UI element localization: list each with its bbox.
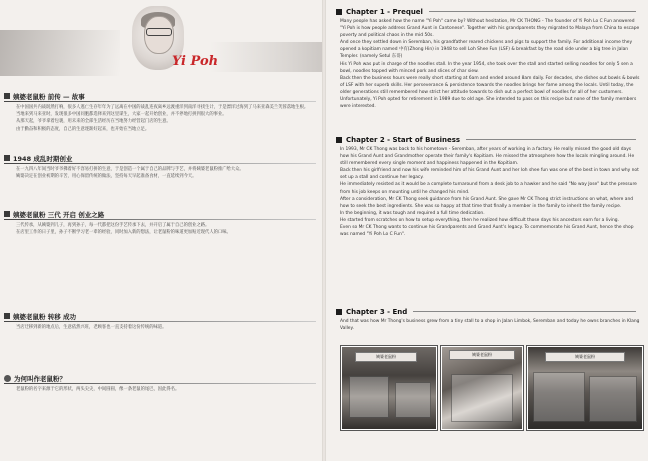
chapter-body: In 1993, Mr CK Thong was back to his hometown - Seremban, after years of working in a factory. He really missed the good old days how his Grand Aunt and Grandmother operate their family's Kopitiam. He missed the atmosphere how the locals mingling around. He still remembered every single moment and happiness happened in the Kopitiam. Back then his girlfriend and now his wife reminded him of his Grand Aunt and her loh shee fun was one of the best in town and why not set up a stall and continue her legacy. He immediately resisted as it would be a complete turnaround from a desk job to a hawker and he said "No way Jose" but the pressure from his job keeps on mounting until he changed his mind. After a consideration, Mr CK Thong seek guidance from his Grand Aunt. She gave Mr CK Thong strict instructions on what, where and how to seek the best ingredients. She was so happy at that time that finally a member in the family to inherit the family recipe. In the beginning, it was tough and required a full time dedication. He started from scratches on how to setup everything, then he realized how difficult those days his ancestors earn for a living. Even so Mr CK Thong wants to continue his Grandparents and Grand Aunt's legacy. To commemorate his Grand Aunt, hence the shop was named "Yi Poh Lo C Fun". xyxy=(340,147,639,238)
section-body: 在一九四八年间当时爷爷佛着好不容易打拼的生意，于是创造一个属于自己的品牌与手艺，并将姨婆老鼠粉推广给大众。 姨婆决定在创业初期的辛苦，用心保留传统的做法，坚持每天早起准备食材，一直延续到今天。 xyxy=(16,167,244,180)
shop-sign: 姨婆老鼠粉 xyxy=(355,352,417,362)
brush-stroke-decoration xyxy=(210,42,322,72)
chapter-title: Chapter 3 - End xyxy=(336,306,636,317)
section-title: 姨婆老鼠粉 三代 开启 创业之路 xyxy=(4,208,316,220)
chapter-title: Chapter 1 - Prequel xyxy=(336,6,636,17)
brush-stroke-decoration xyxy=(0,30,120,76)
chapter-body: Many people has asked how the name "Yi Poh" came by? Without hesitation, Mr CK THONG - The founder of Yi Poh Lo C Fun answered "Yi Poh is how people address Grand Aunt in Cantonese". Together with his grandparents they migrated to Malaya from China to escape poverty and political chaos in the mid 50s. And once they settled down in Seremban, his grandfather reared chickens and pigs to support the family. For additional income they opened a kopitiam named 中有(Zhong Hin) in 1948 to sell Loh Shee Fun (LSF) & breakfast by the road side under a big tree in Jalan Templer. (namely Setul 东哥) His Yi Poh was put in charge of the noodles stall. In the year 1954, she took over the stall and started selling noodles for only 5 sen a bowl, noodles topped with minced pork and slices of char siew. Back then the business hours were really short starting at 6am and ended around 8am daily. For decades, she dishes out bowls & bowls of LSF with her superb skills. Her perseverance & persistence towards the noodles brings her fame among the locals. Until today, the older generations still remembered how strict her attitude towards to dish out a perfect bowl of noodles for all of her customers. Unfortunately, Yi Poh opted for retirement in 1989 due to old age. She intended to pass on this recipe but none of the family members were interested. xyxy=(340,19,640,110)
chapter-body: And that was how Mr Thong's business grew from a tiny stall to a shop in Jalan Limbok, Seremban and today he owns branches in Klang Valley. xyxy=(340,319,640,332)
chapter-title: Chapter 2 - Start of Business xyxy=(336,134,636,145)
question-icon xyxy=(4,375,11,382)
historical-photo xyxy=(526,345,644,431)
section-body: 三代传承，从姨婆到儿子，再到孙子，每一代都把这份手艺传承下去，并开启了属于自己的创业之路。 在店里工作的日子里，孙子不断学习老一辈的经验，同时加入新的想法，让老鼠粉的味道更加贴近现代人的口味。 xyxy=(16,223,231,236)
section-body: 老鼠粉的名字来源于它的形状，两头尖尖，中间圆圆，像一条老鼠的尾巴，因此得名。 xyxy=(16,387,180,392)
right-page xyxy=(326,0,648,461)
section-body: 在中国国共内战既然打响，很多人逃亡生存年年为了远离在中国的战乱连夜离乡远渡重洋到南洋寻找生计，于是漂洋过海到了马来亚森美兰芙蓉落地生根。 当地来到马来亚时，发现很多中国同胞都选择来到这里谋生，大家一起开始创业，并不停地打拼到很大的事业。 从那天起，爷爷拿着包裹，用未来的全部生活经历在当地努力经营起门店的生意。 由于勤奋和积极的态度，自己的生意逐渐好起来，也开始在当地立足。 xyxy=(16,105,309,132)
shop-sign: 姨婆老鼠粉 xyxy=(545,352,625,362)
section-title: 为何叫作老鼠粉？ xyxy=(4,372,316,384)
section-body: 当店迁移到新的地点后，生意依然兴旺，老顾客也一直支持着这份传统的味道。 xyxy=(16,325,167,330)
brand-logo: Yi Poh xyxy=(172,54,219,69)
section-title: 1948 成乱时期创业 xyxy=(4,152,316,164)
section-title: 姨婆老鼠粉 转移 成功 xyxy=(4,310,316,322)
section-title: 姨婆老鼠粉 前传 — 故事 xyxy=(4,90,316,102)
historical-photo xyxy=(340,345,438,431)
left-page xyxy=(0,0,322,461)
historical-photo xyxy=(440,345,524,431)
shop-sign: 姨婆老鼠粉 xyxy=(449,350,515,360)
